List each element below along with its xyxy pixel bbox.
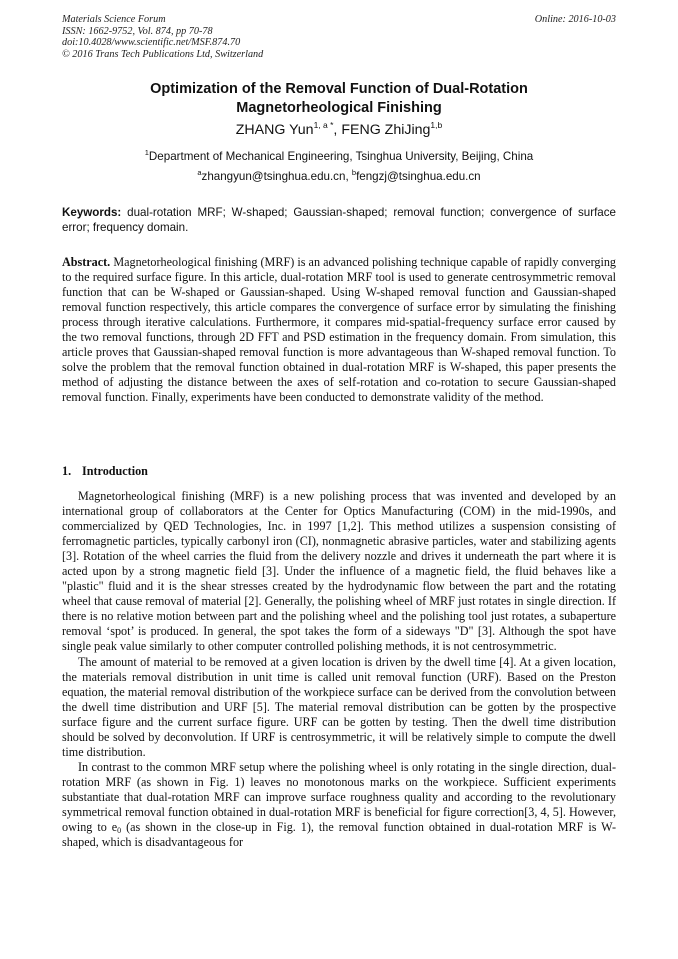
author-emails <box>62 169 616 184</box>
e0-subscript: 0 <box>117 826 122 836</box>
author-separator: , <box>333 122 342 138</box>
author-1-affil: 1, a * <box>313 120 334 130</box>
section-title: Introduction <box>82 464 148 478</box>
abstract-label: Abstract. <box>62 255 111 269</box>
author-1-name: ZHANG Yun <box>235 122 314 138</box>
email-separator: , <box>345 170 352 183</box>
doi-line: doi:10.4028/www.scientific.net/MSF.874.70 <box>62 37 241 49</box>
keywords <box>62 205 616 235</box>
email-a-marker: a <box>197 168 202 177</box>
paragraph-3-part-b: (as shown in the close-up in Fig. 1), the removal function obtained in dual-rotation MRF is W-shaped, which is disadvantageous for <box>62 820 616 850</box>
journal-name: Materials Science Forum <box>62 14 166 25</box>
paragraph-2: The amount of material to be removed at a given location is driven by the dwell time [4]. At a given location, the materials removal distribution in unit time is called unit removal function (URF). Based on the Preston equation, the material removal distribution of the workpiece surface can be derived from the convolution between the dwell time distribution and URF [5]. The material removal distribution can be gotten by the prospective surface figure and the current surface figure. URF can be gotten by testing. Then the dwell time distribution should be solved by deconvolution. If URF is centrosymmetric, it will be relatively simple to compute the dwell time distribution. <box>62 654 616 759</box>
issn-line: ISSN: 1662-9752, Vol. 874, pp 70-78 <box>62 25 213 37</box>
journal-header <box>62 14 616 60</box>
author-list <box>62 121 616 139</box>
author-2-affil: 1,b <box>430 120 443 130</box>
title-line-1: Optimization of the Removal Function of Dual-Rotation <box>150 81 528 97</box>
affiliation-marker: 1 <box>144 148 149 157</box>
section-number: 1. <box>62 464 72 478</box>
affiliation <box>62 149 616 164</box>
paragraph-3 <box>62 760 616 850</box>
paragraph-3-part-a: In contrast to the common MRF setup where the polishing wheel is only rotating in the single direction, dual-rotation MRF (as shown in Fig. 1) leaves no monotonous marks on the workpiece. Sufficient experiments substantiate that dual-rotation MRF can improve surface roughness quality and according to the revolutionary symmetrical removal function obtained in dual-rotation MRF is beneficial for figure correction[3, 4, 5]. However, owing to e <box>62 759 616 835</box>
keywords-label: Keywords: <box>62 206 122 219</box>
email-b-marker: b <box>351 168 357 177</box>
email-a[interactable]: zhangyun@tsinghua.edu.cn <box>201 170 346 183</box>
online-date: Online: 2016-10-03 <box>534 14 616 25</box>
section-body <box>62 489 616 850</box>
abstract <box>62 255 616 405</box>
author-2-name: FENG ZhiJing <box>341 122 431 138</box>
keywords-text: dual-rotation MRF; W-shaped; Gaussian-shaped; removal function; convergence of surface error; frequency domain. <box>62 206 616 234</box>
copyright-line: © 2016 Trans Tech Publications Ltd, Switzerland <box>62 48 264 60</box>
email-b[interactable]: fengzj@tsinghua.edu.cn <box>356 170 481 183</box>
paragraph-1: Magnetorheological finishing (MRF) is a new polishing process that was invented and developed by an international group of collaborators at the Center for Optics Manufacturing (COM) in the mid-1990s, and commercialized by QED Technologies, Inc. in 1997 [1,2]. This method utilizes a suspension consisting of ferromagnetic particles, typically carbonyl iron (CI), nonmagnetic abrasive particles, water and stabilizing agents [3]. Rotation of the wheel carries the fluid from the delivery nozzle and drives it underneath the part where it is acted upon by a strong magnetic field [3]. Under the influence of a magnetic field, the fluid behaves like a "plastic" fluid and it is the shear stresses created by the hydrodynamic flow between the part and the rotating wheel that cause removal of material [2]. Generally, the polishing wheel of MRF just rotates in single direction. If there is no relative motion between part and the polishing wheel and the polishing tool just rotates, a subaperture removal ‘spot’ is produced. In general, the spot takes the form of a sideways "D" [3]. Although the spot have single peak value similarly to other computer controlled polishing methods, it is not centrosymmetric. <box>62 489 616 654</box>
paper-title <box>62 80 616 118</box>
abstract-text: Magnetorheological finishing (MRF) is an advanced polishing technique capable of rapidly converging to the required surface figure. In this article, dual-rotation MRF tool is used to generate centrosymmetric removal function that can be W-shaped or Gaussian-shaped. Using W-shaped removal function and Gaussian-shaped removal function respectively, this article compares the convergence of surface error by simulating the finishing process through iterative calculations. Furthermore, it compares mid-spatial-frequency surface error caused by the two removal functions, through 2D FFT and PSD estimation in the frequency domain. From simulation, this article proves that Gaussian-shaped removal function is more advantageous than W-shaped removal function. To solve the problem that the removal function obtained in dual-rotation MRF is W-shaped, this paper presents the method of adjusting the distance between the axes of self-rotation and co-rotation to secure Gaussian-shaped removal function. Finally, experiments have been conducted to demonstrate validity of the method. <box>62 255 616 405</box>
affiliation-text: Department of Mechanical Engineering, Tsinghua University, Beijing, China <box>148 150 534 163</box>
title-line-2: Magnetorheological Finishing <box>236 100 442 116</box>
section-heading <box>62 464 616 479</box>
